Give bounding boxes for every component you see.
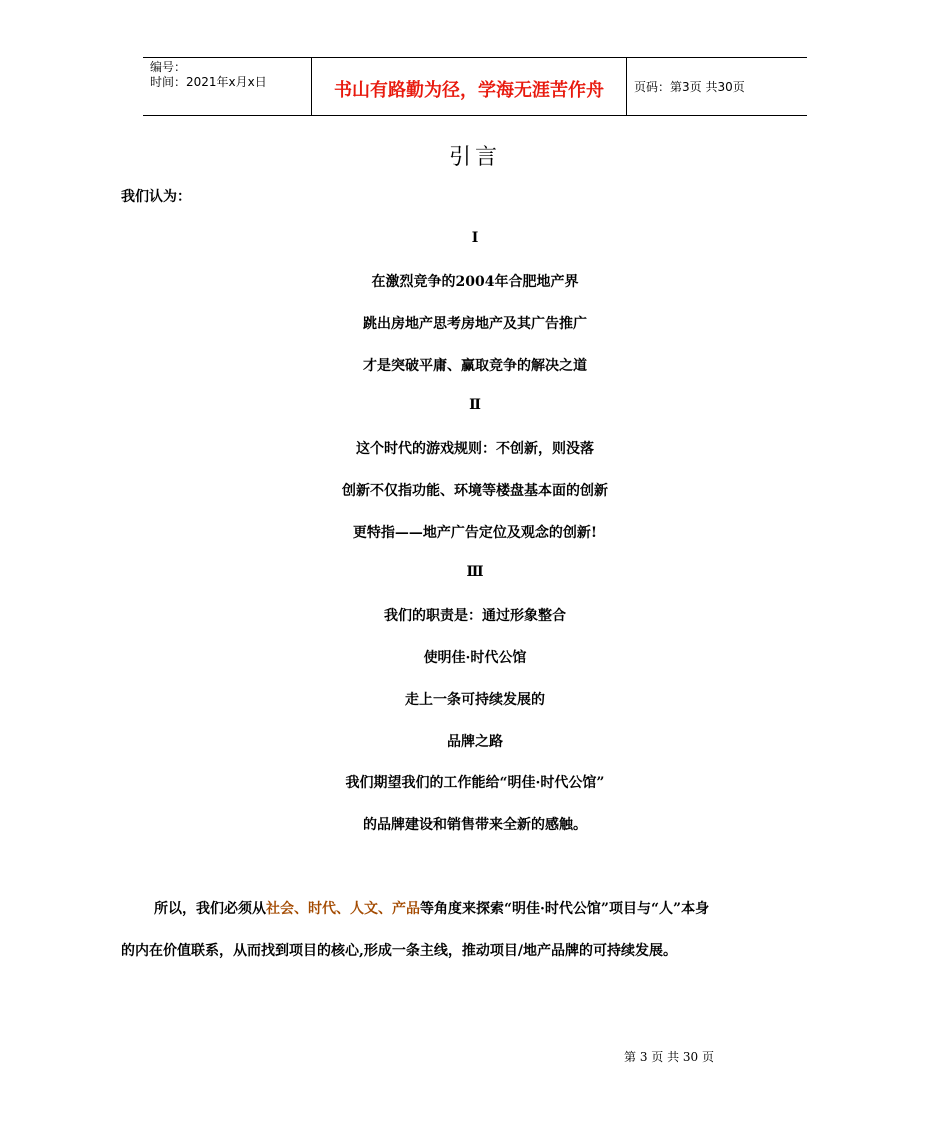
- closing-paragraph-line: 的内在价值联系，从而找到项目的核心,形成一条主线，推动项目/地产品牌的可持续发展。: [121, 943, 677, 959]
- intro-text: 我们认为：: [121, 189, 191, 205]
- section-line: 我们期望我们的工作能给“明佳·时代公馆”: [345, 775, 605, 791]
- section-line: 更特指——地产广告定位及观念的创新!: [352, 525, 598, 541]
- section-line: 品牌之路: [447, 734, 503, 750]
- closing-prefix: 所以，我们必须从: [154, 901, 266, 917]
- section-line: 这个时代的游戏规则：不创新，则没落: [356, 441, 594, 457]
- closing-suffix: 等角度来探索“明佳·时代公馆”项目与“人”本身: [420, 901, 710, 917]
- section-line: 才是突破平庸、赢取竞争的解决之道: [363, 358, 587, 374]
- page-title: 引言: [448, 145, 501, 170]
- section-numeral: Ⅱ: [469, 397, 481, 413]
- page-footer: 第 3 页 共 30 页: [624, 1050, 714, 1064]
- header-divider: [626, 58, 627, 115]
- time-label: 时间：2021年x月x日: [150, 75, 267, 89]
- closing-paragraph-line: [121, 898, 831, 918]
- section-line: 创新不仅指功能、环境等楼盘基本面的创新: [342, 483, 608, 499]
- header-meta: [150, 60, 267, 90]
- number-label: 编号：: [150, 60, 187, 74]
- page-number-label: 页码：第3页 共30页: [634, 80, 745, 94]
- page-header: [143, 57, 807, 116]
- section-line: 我们的职责是：通过形象整合: [384, 608, 566, 624]
- section-line: 的品牌建设和销售带来全新的感触。: [363, 817, 587, 833]
- section-numeral: Ⅲ: [466, 564, 484, 580]
- header-motto: 书山有路勤为径，学海无涯苦作舟: [334, 80, 604, 101]
- closing-highlight: 社会、时代、人文、产品: [266, 901, 420, 917]
- section-line: 使明佳·时代公馆: [423, 650, 527, 666]
- section-line: 在激烈竞争的2004年合肥地产界: [371, 274, 579, 290]
- section-numeral: Ⅰ: [471, 230, 479, 246]
- section-line: 跳出房地产思考房地产及其广告推广: [363, 316, 587, 332]
- section-line: 走上一条可持续发展的: [405, 692, 545, 708]
